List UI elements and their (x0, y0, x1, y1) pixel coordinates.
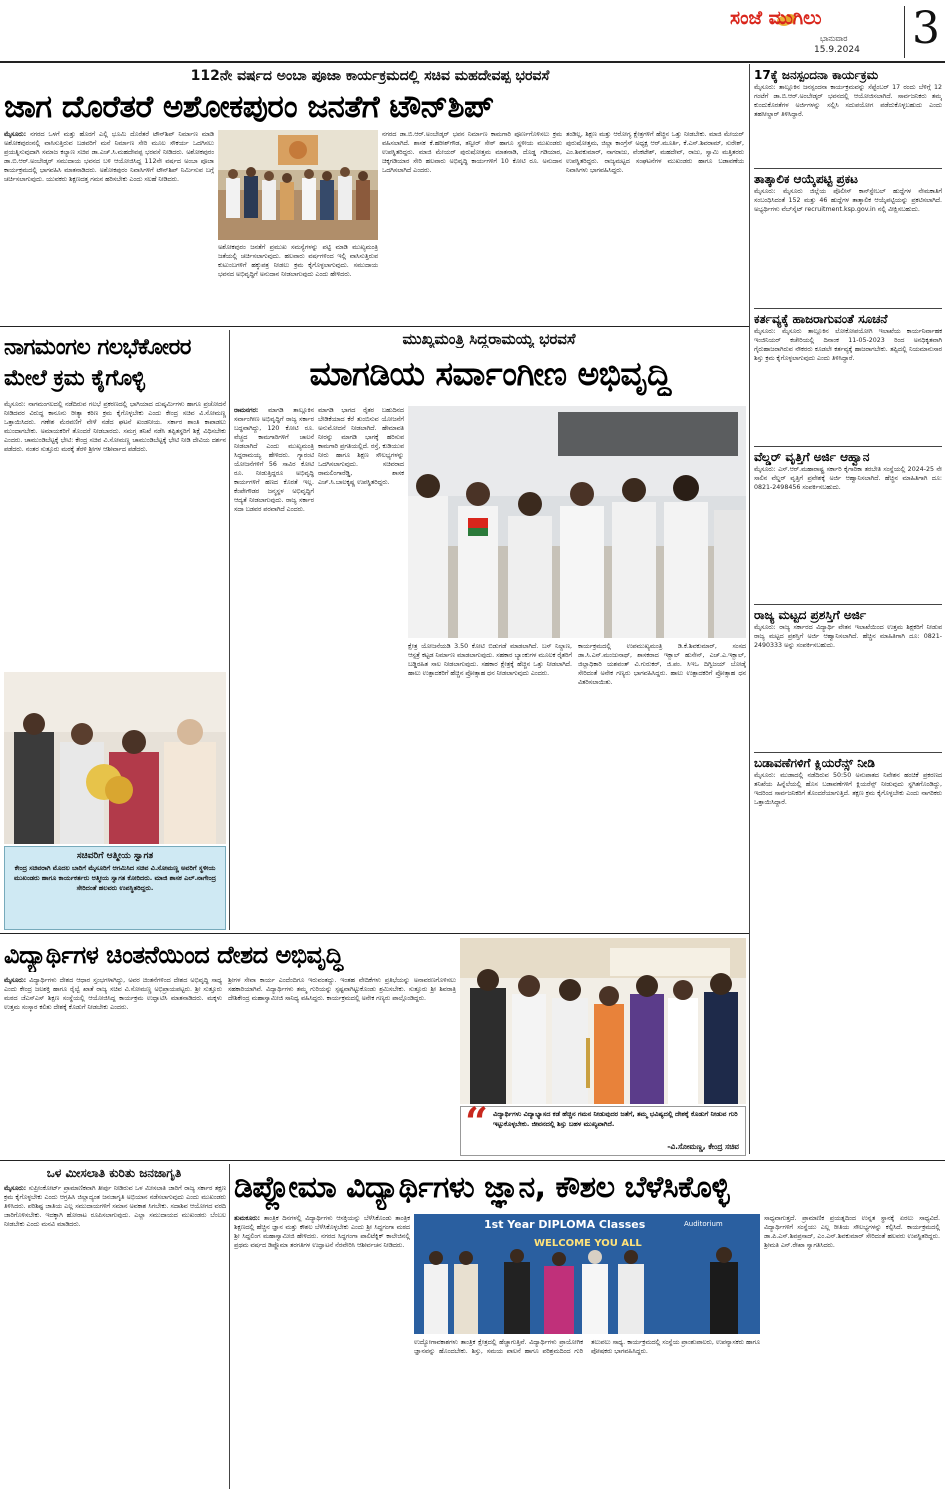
page-number: 3 (912, 4, 940, 54)
sidebar-item6-headline: ಬಡಾವಣೆಗಳಿಗೆ ಕ್ಲಿಯರೆನ್ಸ್ ನೀಡಿ (754, 756, 875, 770)
story1-col1 (4, 130, 214, 322)
story5-body-text: ಸುಪ್ರೀಂಕೋರ್ಟ್ ಪ್ರಾಮಾಣಿಕವಾಗಿ ತೀರ್ಪು ನೀಡಿರುವ ಒಳ ಮೀಸಲಾತಿ ಜಾರಿಗೆ ರಾಜ್ಯ ಸರ್ಕಾರ ತಕ್ಷಣ ಕ್ರಮ ಕೈಗೊಳ್ಳಬೇಕು ಎಂದು ಆಗ್ರಹಿಸಿ ಜಿಲ್ಲಾದ್ಯಂತ ಜನಜಾಗೃತಿ ಅಭಿಯಾನ ನಡೆಸಲಾಗುವುದು ಎಂದು ಮುಖಂಡರು ತಿಳಿಸಿದರು. ಪರಿಶಿಷ್ಟ ಜಾತಿಯ ಎಲ್ಲ ಸಮುದಾಯಗಳಿಗೆ ಸಮಾನ ಅವಕಾಶ ಸಿಗಬೇಕು. ಸದಾಶಿವ ಆಯೋಗದ ವರದಿ ಜಾರಿಗೊಳಿಸಬೇಕು. ಇದಕ್ಕಾಗಿ ಹೋರಾಟ ರೂಪಿಸಲಾಗುವುದು. ಎಲ್ಲಾ ಸಮುದಾಯದ ಮುಖಂಡರು ಬೆಂಬಲ ನೀಡಬೇಕು ಎಂದು ಮನವಿ ಮಾಡಿದರು. (4, 1185, 226, 1228)
story3-col3: ಕ್ಷೇತ್ರ ಯೋಜನೆಯಡಿ 3.50 ಕೋಟಿ ಬಿಡುಗಡೆ ಮಾಡಲಾಗಿದೆ. ಬಸ್ ನಿಲ್ದಾಣ, ಆಸ್ಪತ್ರೆ ಕಟ್ಟಡ ನಿರ್ಮಾಣ ಮಾಡಲಾಗುವುದು. ಸಹಕಾರ ಬ್ಯಾಂಕುಗಳ ಮೂಲಕ ರೈತರಿಗೆ ಬಡ್ಡಿರಹಿತ ಸಾಲ ನೀಡಲಾಗುವುದು. ಸಹಕಾರ ಕ್ಷೇತ್ರಕ್ಕೆ ಹೆಚ್ಚಿನ ಒತ್ತು ನೀಡಲಾಗಿದೆ. ಹಾಲು ಉತ್ಪಾದಕರಿಗೆ ಹೆಚ್ಚಿನ ಪ್ರೋತ್ಸಾಹ ಧನ ನೀಡಲಾಗುವುದು ಎಂದರು. (408, 643, 572, 677)
sidebar-item4-body: ಮೈಸೂರು: ಎಸ್.ಆರ್.ಮಹಾರಾಷ್ಟ್ರ ಸರ್ಕಾರಿ ಕೈಗಾರಿಕಾ ತರಬೇತಿ ಸಂಸ್ಥೆಯಲ್ಲಿ 2024-25 ನೇ ಸಾಲಿನ ವೆಲ್ಡರ್ ವೃತ್ತಿಗೆ ಪ್ರವೇಶಕ್ಕೆ ಅರ್ಜಿ ಆಹ್ವಾನಿಸಲಾಗಿದೆ. ಹೆಚ್ಚಿನ ಮಾಹಿತಿಗಾಗಿ ದೂ: 0821-2498456 ಸಂಪರ್ಕಿಸಬಹುದು. (754, 466, 942, 491)
weekday: ಭಾನುವಾರ (820, 34, 848, 43)
story6-dateline: ತುಮಕೂರು: (234, 1215, 261, 1222)
story6-photo (414, 1214, 760, 1334)
story3-bottom-rule (0, 933, 749, 934)
sidebar-item6-body: ಮೈಸೂರು: ಮುಡಾದಲ್ಲಿ ನಡೆದಿರುವ 50:50 ಅನುಪಾತದ ನಿವೇಶನ ಹಂಚಿಕೆ ಪ್ರಕರಣದ ತನಿಖೆಯ ಹಿನ್ನೆಲೆಯಲ್ಲಿ ಹೊಸ ಬಡಾವಣೆಗಳಿಗೆ ಕ್ಲಿಯರೆನ್ಸ್ ನೀಡುವುದು ಸ್ಥಗಿತಗೊಂಡಿದ್ದು, ಇದರಿಂದ ಸಾರ್ವಜನಿಕರಿಗೆ ತೊಂದರೆಯಾಗುತ್ತಿದೆ. ತಕ್ಷಣ ಕ್ರಮ ಕೈಗೊಳ್ಳಬೇಕು ಎಂದು ನಾಗರಿಕರು ಒತ್ತಾಯಿಸಿದ್ದಾರೆ. (754, 772, 942, 806)
story1-photo (218, 130, 378, 240)
story1-col1-text: ನಗರದ ಒಳಗೆ ಮತ್ತು ಹೊರಗೆ ಎಲ್ಲಿ ಭೂಮಿ ದೊರೆತರೆ ಟೌನ್‌ಶಿಪ್ ನಿರ್ಮಾಣ ಮಾಡಿ ಅಶೋಕಪುರಂನಲ್ಲಿ ವಾಸಿಸುತ್ತಿರುವ ಬಡವರಿಗೆ ಮನೆ ನಿರ್ಮಾಣ ಸೇರಿ ಮೂಲ ಸೌಕರ್ಯ ಒದಗಿಸಲು ಪ್ರಯತ್ನಿಸುವುದಾಗಿ ಸಮಾಜ ಕಲ್ಯಾಣ ಸಚಿವ ಡಾ.ಎಚ್.ಸಿ.ಮಹದೇವಪ್ಪ ಭರವಸೆ ನೀಡಿದರು. ಅಶೋಕಪುರಂ ಡಾ.ಬಿ.ಆರ್.ಅಂಬೇಡ್ಕರ್ ಸಮುದಾಯ ಭವನದ ಬಳಿ ಆಯೋಜಿಸಿದ್ದ 112ನೇ ವರ್ಷದ ಅಂಬಾ ಪೂಜಾ ಕಾರ್ಯಕ್ರಮದಲ್ಲಿ ಭಾಗವಹಿಸಿ ಮಾತನಾಡಿದರು. ಅಶೋಕಪುರಂ ನಿವಾಸಿಗಳಿಗೆ ಟೌನ್‌ಶಿಪ್ ನಿರ್ಮಿಸುವ ಬಗ್ಗೆ ಚರ್ಚಿಸಲಾಗುವುದು. ಯುವಕರು ಶಿಕ್ಷಣದತ್ತ ಗಮನ ಹರಿಸಬೇಕು ಎಂದು ಸಲಹೆ ನೀಡಿದರು. (4, 131, 214, 183)
paper-name: ಸಂಜೆ ಮುಗಿಲು (730, 7, 822, 29)
story1-dateline: ಮೈಸೂರು: (4, 131, 27, 138)
story2-headline-text: ನಾಗಮಂಗಲ ಗಲಭೆಕೋರರ ಮೇಲೆ ಕ್ರಮ ಕೈಗೊಳ್ಳಿ (4, 335, 191, 391)
story6-col1 (234, 1214, 410, 1488)
story4-dateline: ಮೈಸೂರು: (4, 977, 27, 984)
story4-photo (460, 938, 746, 1104)
masthead-rule (0, 61, 945, 63)
sidebar-item1-body: ಮೈಸೂರು: ತಾಲ್ಲೂಕಿನ ಜನಸ್ಪಂದನಾ ಕಾರ್ಯಕ್ರಮವನ್ನು ಸೆಪ್ಟೆಂಬರ್ 17 ರಂದು ಬೆಳಿಗ್ಗೆ 12 ಗಂಟೆಗೆ ಡಾ.ಬಿ.ಆರ್.ಅಂಬೇಡ್ಕರ್ ಭವನದಲ್ಲಿ ಆಯೋಜಿಸಲಾಗಿದೆ. ಸಾರ್ವಜನಿಕರು ತಮ್ಮ ಕುಂದುಕೊರತೆಗಳ ಅರ್ಜಿಗಳನ್ನು ಸಲ್ಲಿಸಿ ಸದುಪಯೋಗ ಪಡೆದುಕೊಳ್ಳಬಹುದು ಎಂದು ತಹಸೀಲ್ದಾರ್ ತಿಳಿಸಿದ್ದಾರೆ. (754, 84, 942, 118)
sidebar-item2-body: ಮೈಸೂರು: ಮೈಸೂರು ಜಿಲ್ಲೆಯ ಪೊಲೀಸ್ ಕಾನ್‌ಸ್ಟೇಬಲ್ ಹುದ್ದೆಗಳ ನೇಮಕಾತಿಗೆ ಸಂಬಂಧಿಸಿದಂತೆ 152 ಮತ್ತು 46 ಹುದ್ದೆಗಳ ತಾತ್ಕಾಲಿಕ ಆಯ್ಕೆಪಟ್ಟಿಯನ್ನು ಪ್ರಕಟಿಸಲಾಗಿದೆ. ಅಭ್ಯರ್ಥಿಗಳು ವೆಬ್‌ಸೈಟ್ recruitment.ksp.gov.in ನಲ್ಲಿ ವೀಕ್ಷಿಸಬಹುದು. (754, 188, 942, 213)
masthead-logo (726, 6, 902, 32)
story6-col3: ಸಾಧ್ಯವಾಗುತ್ತದೆ. ಪ್ರಾಮಾಣಿಕ ಪ್ರಯತ್ನದಿಂದ ಉನ್ನತ ಸ್ಥಾನಕ್ಕೆ ಏರಲು ಸಾಧ್ಯವಿದೆ. ವಿದ್ಯಾರ್ಥಿಗಳಿಗೆ ಸಂಸ್ಥೆಯು ಎಲ್ಲ ರೀತಿಯ ಸೌಲಭ್ಯಗಳನ್ನು ಕಲ್ಪಿಸಿದೆ. ಕಾರ್ಯಕ್ರಮದಲ್ಲಿ ಡಾ.ಪಿ.ಎಸ್.ಶಿವಪ್ರಸಾದ್, ಎಂ.ಎನ್.ಶಿವಕುಮಾರ್ ಸೇರಿದಂತೆ ಹಲವರು ಉಪಸ್ಥಿತರಿದ್ದರು. ಶ್ರೀಮತಿ ಎನ್.ರೇಖಾ ಸ್ವಾಗತಿಸಿದರು. (764, 1215, 940, 1249)
story6-col1-text: ತಾಂತ್ರಿಕ ದಿನಗಳಲ್ಲಿ ವಿದ್ಯಾರ್ಥಿಗಳು ಆಸಕ್ತಿಯನ್ನು ಬೆಳೆಸಿಕೊಂಡು ತಾಂತ್ರಿಕ ಶಿಕ್ಷಣದಲ್ಲಿ ಹೆಚ್ಚಿನ ಜ್ಞಾನ ಮತ್ತು ಕೌಶಲ ಬೆಳೆಸಿಕೊಳ್ಳಬೇಕು ಎಂದು ಶ್ರೀ ಸಿದ್ಧಗಂಗಾ ಮಠದ ಶ್ರೀ ಸಿದ್ದಲಿಂಗ ಮಹಾಸ್ವಾಮೀಜಿ ಹೇಳಿದರು. ನಗರದ ಸಿದ್ಧಗಂಗಾ ಪಾಲಿಟೆಕ್ನಿಕ್ ಕಾಲೇಜಿನಲ್ಲಿ ಪ್ರಥಮ ವರ್ಷದ ಡಿಪ್ಲೊಮಾ ತರಗತಿಗಳ ಉದ್ಘಾಟನೆ ನೆರವೇರಿಸಿ ಆಶೀರ್ವಚನ ನೀಡಿದರು. (234, 1215, 410, 1249)
quote-author: -ವಿ.ಸೋಮಣ್ಣ, ಕೇಂದ್ರ ಸಚಿವ (667, 1142, 739, 1151)
caption1-title: ಸಚಿವರಿಗೆ ಆತ್ಮೀಯ ಸ್ವಾಗತ (76, 851, 154, 861)
story1-kicker: 112ನೇ ವರ್ಷದ ಅಂಬಾ ಪೂಜಾ ಕಾರ್ಯಕ್ರಮದಲ್ಲಿ ಸಚಿವ ಮಹದೇವಪ್ಪ ಭರವಸೆ (190, 68, 550, 84)
story1-col4: ತಂಡಿಲ್ಲ, ಶಿಕ್ಷಣ ಮತ್ತು ಆರೋಗ್ಯ ಕ್ಷೇತ್ರಗಳಿಗೆ ಹೆಚ್ಚಿನ ಒತ್ತು ನೀಡಬೇಕು. ಮಾಜಿ ಮೇಯರ್ ಪುರುಷೋತ್ತಮ, ಜಿಲ್ಲಾ ಕಾಂಗ್ರೆಸ್ ಅಧ್ಯಕ್ಷ ಆರ್.ಮೂರ್ತಿ, ಕೆ.ಎಸ್.ಶಿವರಾಮ್, ಸುರೇಶ್, ಎಂ.ಶಿವಕುಮಾರ್, ನಾಗರಾಜು, ವೆಂಕಟೇಶ್, ಮಹದೇವ್, ರಾಜು, ಸ್ವಾಮಿ ಮತ್ತಿತರರು ಉಪಸ್ಥಿತರಿದ್ದರು. ರಾಜ್ಯಮಟ್ಟದ ಸಂಘಟನೆಗಳ ಮುಖಂಡರು ಹಾಗೂ ಬಡಾವಣೆಯ ನಿವಾಸಿಗಳು ಭಾಗವಹಿಸಿದ್ದರು. (566, 131, 744, 174)
sidebar (754, 64, 942, 1154)
ceremony-photo-icon (218, 130, 378, 240)
story3-photo (408, 406, 746, 638)
caption1-text: ಕೇಂದ್ರ ಸಚಿವರಾಗಿ ಮೊದಲ ಬಾರಿಗೆ ಮೈಸೂರಿಗೆ ಆಗಮಿಸಿದ ಸಚಿವ ವಿ.ಸೋಮಣ್ಣ ಅವರಿಗೆ ಸ್ಥಳೀಯ ಮುಖಂಡರು ಹಾಗೂ ಕಾರ್ಯಕರ್ತರು ಆತ್ಮೀಯ ಸ್ವಾಗತ ಕೋರಿದರು. ಮಾಜಿ ಶಾಸಕ ಎಲ್.ನಾಗೇಂದ್ರ ಸೇರಿದಂತೆ ಹಲವರು ಉಪಸ್ಥಿತರಿದ್ದರು. (14, 864, 216, 892)
story2-headline (4, 332, 224, 398)
story2-divider (229, 330, 230, 930)
issue-date: 15.9.2024 (814, 45, 860, 55)
story2-body: ಮೈಸೂರು: ನಾಗಮಂಗಲದಲ್ಲಿ ನಡೆದಿರುವ ಗಲಭೆ ಪ್ರಕರಣದಲ್ಲಿ ಭಾಗಿಯಾದ ದುಷ್ಕರ್ಮಿಗಳು ಹಾಗೂ ಪ್ರಚೋದನೆ ನೀಡಿದವರ ವಿರುದ್ಧ ಕಾನೂನು ರೀತ್ಯಾ ಕಠಿಣ ಕ್ರಮ ಕೈಗೊಳ್ಳಬೇಕು ಎಂದು ಕೇಂದ್ರ ಸಚಿವ ವಿ.ಸೋಮಣ್ಣ ಒತ್ತಾಯಿಸಿದರು. ಗಣೇಶ ಮೆರವಣಿಗೆ ವೇಳೆ ನಡೆದ ಘಟನೆ ಖಂಡನೀಯ. ಸರ್ಕಾರ ಶಾಂತಿ ಕಾಪಾಡಲು ಮುಂದಾಗಬೇಕು. ಅಮಾಯಕರಿಗೆ ತೊಂದರೆ ನೀಡಬಾರದು. ಸಮಗ್ರ ತನಿಖೆ ನಡೆಸಿ ತಪ್ಪಿತಸ್ಥರಿಗೆ ಶಿಕ್ಷೆ ವಿಧಿಸಬೇಕು ಎಂದರು. ಚಾಮುಂಡಿಬೆಟ್ಟಕ್ಕೆ ಭೇಟಿ: ಕೇಂದ್ರ ಸಚಿವ ವಿ.ಸೋಮಣ್ಣ ಚಾಮುಂಡಿಬೆಟ್ಟಕ್ಕೆ ಭೇಟಿ ನೀಡಿ ದೇವಿಯ ದರ್ಶನ ಪಡೆದರು. ನಂತರ ಸುತ್ತೂರು ಮಠಕ್ಕೆ ತೆರಳಿ ಶ್ರೀಗಳ ಆಶೀರ್ವಾದ ಪಡೆದರು. (4, 401, 226, 453)
quote-mark-icon: “ (465, 1099, 489, 1146)
caption1-box (4, 846, 226, 930)
sidebar-item3-body: ಮೈಸೂರು: ಮೈಸೂರು ತಾಲ್ಲೂಕಿನ ಲೋಕೋಪಯೋಗಿ ಇಲಾಖೆಯ ಕಾರ್ಯನಿರ್ವಾಹಕ ಇಂಜಿನಿಯರ್ ಕಚೇರಿಯಲ್ಲಿ ದಿನಾಂಕ 11-05-2023 ರಿಂದ ಅನಧಿಕೃತವಾಗಿ ಗೈರುಹಾಜರಾಗಿರುವ ನೌಕರರು ಕೂಡಲೇ ಕರ್ತವ್ಯಕ್ಕೆ ಹಾಜರಾಗಬೇಕು. ತಪ್ಪಿದಲ್ಲಿ ನಿಯಮಾನುಸಾರ ಶಿಸ್ತು ಕ್ರಮ ಕೈಗೊಳ್ಳಲಾಗುವುದು ಎಂದು ತಿಳಿಸಿದ್ದಾರೆ. (754, 328, 942, 362)
masthead (726, 4, 941, 62)
story1-col2: ಅಶೋಕಪುರಂ ಜನತೆಗೆ ಪ್ರಮುಖ ಸಮಸ್ಯೆಗಳನ್ನು ಪಟ್ಟಿ ಮಾಡಿ ಮುಖ್ಯಮಂತ್ರಿ ಜತೆಯಲ್ಲಿ ಚರ್ಚಿಸಲಾಗುವುದು. ಹಲವಾರು ವರ್ಷಗಳಿಂದ ಇಲ್ಲಿ ವಾಸಿಸುತ್ತಿರುವ ಕುಟುಂಬಗಳಿಗೆ ಹಕ್ಕುಪತ್ರ ನೀಡಲು ಕ್ರಮ ಕೈಗೊಳ್ಳಲಾಗುವುದು. ಸಮುದಾಯ ಭವನದ ಅಭಿವೃದ್ಧಿಗೆ ಅನುದಾನ ನೀಡಲಾಗುವುದು ಎಂದು ಹೇಳಿದರು. (218, 244, 378, 278)
diploma-banner: WELCOME YOU ALL (534, 1238, 642, 1249)
sidebar-item4-headline: ವೆಲ್ಡರ್ ವೃತ್ತಿಗೆ ಅರ್ಜಿ ಆಹ್ವಾನ (754, 450, 870, 464)
story5-dateline: ಮೈಸೂರು: (4, 1185, 27, 1192)
story5-headline: ಒಳ ಮೀಸಲಾತಿ ಕುರಿತು ಜನಜಾಗೃತಿ (46, 1166, 182, 1180)
story3-kicker: ಮುಖ್ಯಮಂತ್ರಿ ಸಿದ್ದರಾಮಯ್ಯ ಭರವಸೆ (402, 330, 576, 348)
sidebar-divider (749, 64, 750, 1154)
story3-headline: ಮಾಗಡಿಯ ಸರ್ವಾಂಗೀಣ ಅಭಿವೃದ್ಧಿ (309, 354, 671, 393)
diploma-banner-top: 1st Year DIPLOMA Classes (484, 1218, 646, 1231)
story4-col1 (4, 976, 222, 1156)
story3-col1-text: ಮಾಗಡಿ ತಾಲ್ಲೂಕಿನ ಸರ್ವಾಂಗೀಣ ಅಭಿವೃದ್ಧಿಗೆ ರಾಜ್ಯ ಸರ್ಕಾರ ಬದ್ಧವಾಗಿದ್ದು, 120 ಕೋಟಿ ರೂ. ವೆಚ್ಚದ ಕಾಮಗಾರಿಗಳಿಗೆ ಚಾಲನೆ ನೀಡಲಾಗಿದೆ ಎಂದು ಮುಖ್ಯಮಂತ್ರಿ ಸಿದ್ದರಾಮಯ್ಯ ಹೇಳಿದರು. ಗ್ಯಾರಂಟಿ ಯೋಜನೆಗಳಿಗೆ 56 ಸಾವಿರ ಕೋಟಿ ರೂ. ನೀಡುತ್ತಿದ್ದರೂ ಅಭಿವೃದ್ಧಿ ಕಾರ್ಯಗಳಿಗೆ ಹಣದ ಕೊರತೆ ಇಲ್ಲ. ಕೆಂಪೇಗೌಡರ ಜನ್ಮಸ್ಥಳ ಅಭಿವೃದ್ಧಿಗೆ ಆದ್ಯತೆ ನೀಡಲಾಗುವುದು. ರಾಜ್ಯ ಸರ್ಕಾರ ಸದಾ ಬಡವರ ಪರವಾಗಿದೆ ಎಂದರು. (234, 407, 314, 513)
sidebar-item2-headline: ತಾತ್ಕಾಲಿಕ ಆಯ್ಕೆಪಟ್ಟಿ ಪ್ರಕಟ (754, 172, 858, 186)
story3-dateline: ರಾಮನಗರ: (234, 407, 259, 414)
sidebar-item5-headline: ರಾಜ್ಯ ಮಟ್ಟದ ಪ್ರಶಸ್ತಿಗೆ ಅರ್ಜಿ (754, 608, 867, 622)
story5-body (4, 1184, 226, 1488)
cm-event-photo-icon (408, 406, 746, 638)
story6-headline: ಡಿಪ್ಲೋಮಾ ವಿದ್ಯಾರ್ಥಿಗಳು ಜ್ಞಾನ, ಕೌಶಲ ಬೆಳೆಸಿಕೊಳ್ಳಿ (234, 1170, 730, 1205)
story3-col4: ಕಾರ್ಯಕ್ರಮದಲ್ಲಿ ಉಪಮುಖ್ಯಮಂತ್ರಿ ಡಿ.ಕೆ.ಶಿವಕುಮಾರ್, ಸಂಸದ ಡಾ.ಸಿ.ಎನ್.ಮಂಜುನಾಥ್, ಶಾಸಕರಾದ ಇಕ್ಬಾಲ್ ಹುಸೇನ್, ಎಚ್.ಎ.ಇಕ್ಬಾಲ್, ಜಿಲ್ಲಾಧಿಕಾರಿ ಯಶವಂತ್ ವಿ.ಗುರುಕರ್, ಜಿ.ಪಂ. ಸಿಇಒ ದಿಗ್ವಿಜಯ್ ಬೋಡ್ಕೆ ಸೇರಿದಂತೆ ಅನೇಕ ಗಣ್ಯರು ಭಾಗವಹಿಸಿದ್ದರು. ಹಾಲು ಉತ್ಪಾದಕರಿಗೆ ಪ್ರೋತ್ಸಾಹ ಧನ ವಿತರಿಸಲಾಯಿತು. (578, 643, 746, 686)
story1-bottom-rule (0, 326, 749, 327)
sidebar-item1-headline: 17ಕ್ಕೆ ಜನಸ್ಪಂದನಾ ಕಾರ್ಯಕ್ರಮ (754, 68, 879, 82)
quote-box (460, 1099, 746, 1156)
story4-col2: ಶ್ರೀಗಳ ಸೇವಾ ಕಾರ್ಯ ಎಂದೆಂದಿಗೂ ಇರುವಂತದ್ದು. ಇಂತಹ ವೇದಿಕೆಗಳು ಪ್ರತಿಭೆಯನ್ನು ಅನಾವರಣಗೊಳಿಸಲು ಸಹಕಾರಿಯಾಗಿವೆ. ವಿದ್ಯಾರ್ಥಿಗಳು ತಮ್ಮ ಗುರಿಯನ್ನು ಸ್ಪಷ್ಟವಾಗಿಟ್ಟುಕೊಂಡು ಶ್ರಮಿಸಬೇಕು. ಸುತ್ತೂರು ಶ್ರೀ ಶಿವರಾತ್ರಿ ದೇಶಿಕೇಂದ್ರ ಮಹಾಸ್ವಾಮೀಜಿ ಸಾನಿಧ್ಯ ವಹಿಸಿದ್ದರು. ಕಾರ್ಯಕ್ರಮದಲ್ಲಿ ಅನೇಕ ಗಣ್ಯರು ಪಾಲ್ಗೊಂಡಿದ್ದರು. (228, 977, 456, 1002)
diploma-venue: Auditorium (684, 1220, 723, 1228)
story4-bottom-rule (0, 1160, 945, 1161)
diploma-event-photo-icon (414, 1214, 760, 1334)
story4-headline: ವಿದ್ಯಾರ್ಥಿಗಳ ಚಿಂತನೆಯಿಂದ ದೇಶದ ಅಭಿವೃದ್ಧಿ (4, 941, 343, 969)
sidebar-item3-headline: ಕರ್ತವ್ಯಕ್ಕೆ ಹಾಜರಾಗುವಂತೆ ಸೂಚನೆ (754, 312, 888, 326)
welcome-photo-icon (4, 672, 226, 844)
masthead-divider (904, 6, 905, 58)
story3-col1 (234, 406, 314, 930)
story2-photo (4, 672, 226, 844)
story1-headline: ಜಾಗ ದೊರೆತರೆ ಅಶೋಕಪುರಂ ಜನತೆಗೆ ಟೌನ್‌ಶಿಪ್ (4, 89, 494, 125)
lamp-lighting-photo-icon (460, 938, 746, 1104)
story5-divider (229, 1164, 230, 1489)
story1-col3: ನಗರದ ಡಾ.ಬಿ.ಆರ್.ಅಂಬೇಡ್ಕರ್ ಭವನ ನಿರ್ಮಾಣ ಕಾಮಗಾರಿ ಪೂರ್ಣಗೊಳಿಸಲು ಕ್ರಮ ವಹಿಸಲಾಗಿದೆ. ಶಾಸಕ ಕೆ.ಹರೀಶ್‌ಗೌಡ, ತನ್ವೀರ್ ಸೇಠ್ ಹಾಗೂ ಸ್ಥಳೀಯ ಮುಖಂಡರು ಉಪಸ್ಥಿತರಿದ್ದರು. ಮಾಜಿ ಮೇಯರ್ ಪುರುಷೋತ್ತಮ ಮಾತನಾಡಿ, ದೊಡ್ಡ ಗಡಿಯಾರ, ಚಿಕ್ಕಗಡಿಯಾರ ಸೇರಿ ಹಲವಾರು ಅಭಿವೃದ್ಧಿ ಕಾರ್ಯಗಳಿಗೆ 10 ಕೋಟಿ ರೂ. ಅನುದಾನ ಒದಗಿಸಲಾಗಿದೆ ಎಂದರು. (382, 131, 562, 174)
story6-col2: ಉದ್ಯೋಗಾವಕಾಶಗಳು ತಾಂತ್ರಿಕ ಕ್ಷೇತ್ರದಲ್ಲಿ ಹೆಚ್ಚಾಗುತ್ತಿವೆ. ವಿದ್ಯಾರ್ಥಿಗಳು ಪ್ರಾಯೋಗಿಕ ಜ್ಞಾನವನ್ನು ಹೊಂದಬೇಕು. ಶಿಸ್ತು, ಸಮಯ ಪಾಲನೆ ಹಾಗೂ ಪರಿಶ್ರಮದಿಂದ ಗುರಿ ತಲುಪಲು ಸಾಧ್ಯ. ಕಾರ್ಯಕ್ರಮದಲ್ಲಿ ಸಂಸ್ಥೆಯ ಪ್ರಾಂಶುಪಾಲರು, ಉಪನ್ಯಾಸಕರು ಹಾಗೂ ಪೋಷಕರು ಭಾಗವಹಿಸಿದ್ದರು. (414, 1339, 760, 1355)
story4-col1-text: ವಿದ್ಯಾರ್ಥಿಗಳು ದೇಶದ ಆಧಾರ ಸ್ತಂಭಗಳಾಗಿದ್ದು, ಅವರ ಚಿಂತನೆಗಳಿಂದ ದೇಶದ ಅಭಿವೃದ್ಧಿ ಸಾಧ್ಯ ಎಂದು ಕೇಂದ್ರ ಜಲಶಕ್ತಿ ಹಾಗೂ ರೈಲ್ವೆ ಖಾತೆ ರಾಜ್ಯ ಸಚಿವ ವಿ.ಸೋಮಣ್ಣ ಅಭಿಪ್ರಾಯಪಟ್ಟರು. ಶ್ರೀ ಸುತ್ತೂರು ಮಠದ ಜೆಎಸ್‌ಎಸ್ ಶಿಕ್ಷಣ ಸಂಸ್ಥೆಯಲ್ಲಿ ಆಯೋಜಿಸಿದ್ದ ಕಾರ್ಯಕ್ರಮ ಉದ್ಘಾಟಿಸಿ ಮಾತನಾಡಿದರು. ಮಕ್ಕಳು ಉತ್ತಮ ಸಂಸ್ಕಾರ ಕಲಿತು ದೇಶಕ್ಕೆ ಕೊಡುಗೆ ನೀಡಬೇಕು ಎಂದರು. (4, 977, 222, 1011)
sidebar-item5-body: ಮೈಸೂರು: ರಾಜ್ಯ ಸರ್ಕಾರದ ವಿದ್ಯಾರ್ಥಿ ವೇತನ ಇಲಾಖೆಯಿಂದ ಉತ್ತಮ ಶಿಕ್ಷಕರಿಗೆ ನೀಡುವ ರಾಜ್ಯ ಮಟ್ಟದ ಪ್ರಶಸ್ತಿಗೆ ಅರ್ಜಿ ಆಹ್ವಾನಿಸಲಾಗಿದೆ. ಹೆಚ್ಚಿನ ಮಾಹಿತಿಗಾಗಿ ದೂ: 0821-2490333 ಅನ್ನು ಸಂಪರ್ಕಿಸಬಹುದು. (754, 624, 942, 649)
story3-col2: ಮಾಗಡಿ ಭಾಗದ ರೈತರ ಬಹುದಿನದ ಬೇಡಿಕೆಯಾದ ಕೆರೆ ತುಂಬಿಸುವ ಯೋಜನೆಗೆ ಅನುಮೋದನೆ ನೀಡಲಾಗಿದೆ. ಹೇಮಾವತಿ ನೀರನ್ನು ಮಾಗಡಿ ಭಾಗಕ್ಕೆ ಹರಿಸುವ ಕಾಮಗಾರಿ ಪ್ರಗತಿಯಲ್ಲಿದೆ. ರಸ್ತೆ, ಕುಡಿಯುವ ನೀರು ಹಾಗೂ ಶಿಕ್ಷಣ ಸೌಲಭ್ಯಗಳನ್ನು ಒದಗಿಸಲಾಗುವುದು. ಸಚಿವರಾದ ರಾಮಲಿಂಗಾರೆಡ್ಡಿ, ಶಾಸಕ ಎಚ್.ಸಿ.ಬಾಲಕೃಷ್ಣ ಉಪಸ್ಥಿತರಿದ್ದರು. (318, 407, 404, 486)
quote-text: ವಿದ್ಯಾರ್ಥಿಗಳು ವಿದ್ಯಾಭ್ಯಾಸದ ಕಡೆ ಹೆಚ್ಚಿನ ಗಮನ ನೀಡುವುದರ ಜತೆಗೆ, ತಮ್ಮ ಭವಿಷ್ಯದಲ್ಲಿ ದೇಶಕ್ಕೆ ಕೊಡುಗೆ ನೀಡುವ ಗುರಿ ಇಟ್ಟುಕೊಳ್ಳಬೇಕು. ಜೀವನದಲ್ಲಿ ಶಿಸ್ತು ಬಹಳ ಮುಖ್ಯವಾಗಿದೆ. (493, 1110, 738, 1128)
